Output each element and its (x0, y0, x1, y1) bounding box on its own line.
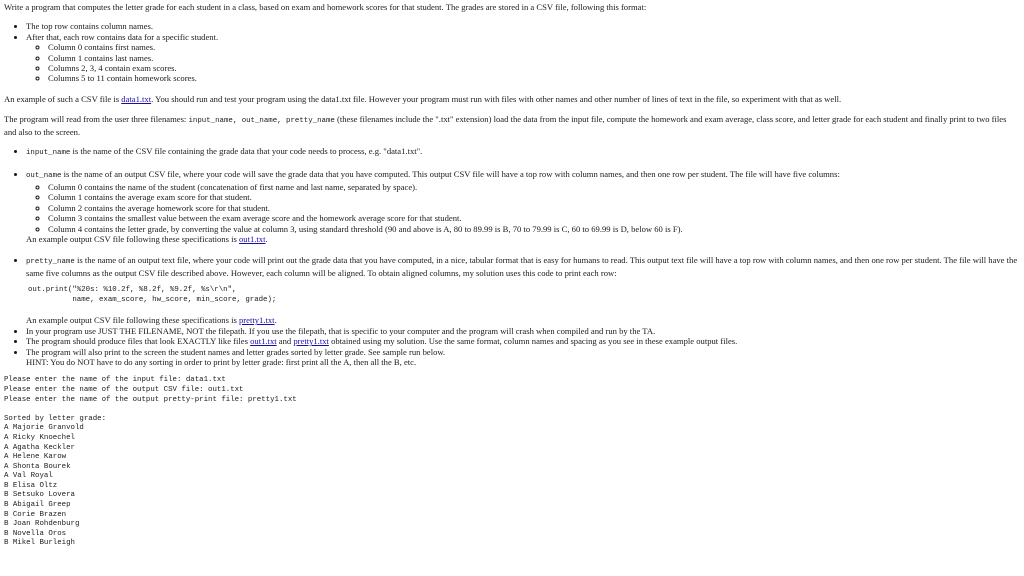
format-sub-list (26, 42, 1020, 84)
out1-link[interactable]: out1.txt (238, 233, 266, 244)
list-item-text: After that, each row contains data for a specific student. (26, 31, 219, 42)
pretty1-link[interactable]: pretty1.txt (238, 315, 275, 326)
assignment-page (0, 2, 1024, 576)
data1-link[interactable]: data1.txt (121, 93, 152, 104)
pretty-example-paragraph: An example output CSV file following these specifications is pretty1.txt. (26, 315, 277, 326)
input-name-code: input_name (26, 149, 71, 158)
list-item: ◦ Columns 5 to 11 contain homework scores. (48, 73, 1020, 83)
list-item: • out_name is the name of an output CSV file, where your code will save the grade data that you have computed. This output CSV file will have a top row with column names, and then one row per student. The file will have five columns: ◦ Column 0 contains the name of the student (concatenation of first name and last name, separated by space). ◦ Column 1 contains the average exam score for that student. ◦ Column 2 contains the average homework score for that student. ◦ Column 3 contains the smallest value between the exam average score and the homework average score for that student. ◦ Column 4 contains the letter grade, by converting the value at column 3, using standard threshold (90 and above is A, 80 to 89.99 is B, 70 to 79.99 is C, 60 to 69.99 is D, below 60 is F). An example output CSV file following these specifications is out1.txt. (26, 169, 1020, 244)
list-item: ◦ Column 3 contains the smallest value between the exam average score and the homework average score for that student. (48, 213, 1020, 223)
list-item: ◦ Columns 2, 3, 4 contain exam scores. (48, 63, 1020, 73)
pretty-name-code: pretty_name (26, 258, 75, 267)
out-name-code: out_name (26, 172, 62, 181)
list-item (26, 32, 1020, 84)
out1-link[interactable]: out1.txt (250, 336, 277, 347)
program-paragraph: The program will read from the user three filenames: input_name, out_name, pretty_name (these filenames include the ".txt" extension) load the data from the input file, compute the homework and exam average, class score, and letter grade for each student and finally print to two files and also to the screen. (4, 114, 1007, 137)
list-item: ◦ Column 2 contains the average homework score for that student. (48, 203, 1020, 213)
list-item: • The program will also print to the screen the student names and letter grades sorted by letter grade. See sample run below. HINT: You do NOT have to do any sorting in order to print by letter grade: first print all the A, then all the B, etc. (26, 347, 1020, 368)
list-item: ◦ Column 0 contains the name of the student (concatenation of first name and last name, separated by space). (48, 182, 1020, 192)
hint-text: HINT: You do NOT have to do any sorting in order to print by letter grade: first print all the A, then all the B, etc. (26, 356, 417, 367)
out-list (4, 169, 1020, 244)
out-example-paragraph: An example output CSV file following these specifications is out1.txt. (26, 233, 268, 244)
list-item: ◦ Column 1 contains last names. (48, 53, 1020, 63)
list-item: • input_name is the name of the CSV file containing the grade data that your code needs to process, e.g. "data1.txt". (26, 146, 1020, 158)
list-item: • pretty_name is the name of an output text file, where your code will print out the grade data that you have computed, in a nice, tabular format that is easy for humans to read. This output text file will have a top row with column names, and then one row per student. The file will have the same five columns as the output CSV file described above. However, each column will be aligned. To obtain aligned columns, my solution uses this code to print each row: out.print("%20s: %10.2f, %8.2f, %9.2f, %s\r\n", name, exam_score, hw_score, min_score, grade); An example output CSV file following these specifications is pretty1.txt. (26, 255, 1020, 325)
example-paragraph: An example of such a CSV file is data1.txt. You should run and test your program using the data1.txt file. However your program must run with files with other names and other number of lines of text in the file, so experiment with that as well. (4, 93, 842, 104)
list-item: • The program should produce files that look EXACTLY like files out1.txt and pretty1.txt obtained using my solution. Use the same format, column names and spacing as you see in these example output files. (26, 336, 1020, 346)
code-block: out.print("%20s: %10.2f, %8.2f, %9.2f, %s\r\n", name, exam_score, hw_score, min_score, grade); (28, 286, 277, 304)
input-list (4, 146, 1020, 158)
list-item: • In your program use JUST THE FILENAME, NOT the filepath. If you use the filepath, that is specific to your computer and the program will crash when compiled and run by the TA. (26, 326, 1020, 336)
filenames-code: input_name, out_name, pretty_name (188, 117, 335, 126)
out-columns-list (26, 182, 1020, 234)
list-item: • The top row contains column names. (26, 21, 1020, 31)
pretty-list (4, 255, 1020, 367)
format-list (4, 21, 1020, 83)
list-item: ◦ Column 0 contains first names. (48, 42, 1020, 52)
pretty1-link[interactable]: pretty1.txt (293, 336, 329, 347)
list-item: ◦ Column 1 contains the average exam score for that student. (48, 192, 1020, 202)
intro-paragraph: Write a program that computes the letter grade for each student in a class, based on exam and homework scores for that student. The grades are stored in a CSV file, following this format: (4, 2, 647, 12)
sample-run: Please enter the name of the input file: data1.txt Please enter the name of the output CSV file: out1.txt Please enter the name of the output pretty-print file: pretty1.txt Sorted by letter grade: A Majorie Granvold A Ricky Knoechel A Agatha Keckler A Helene Karow A Shonta Bourek A Val Royal B Elisa Oltz B Setsuko Lovera B Abigail Greep B Corie Brazen B Joan Rohdenburg B Novella Oros B Mikel Burleigh (4, 376, 297, 548)
list-item: ◦ Column 4 contains the letter grade, by converting the value at column 3, using standard threshold (90 and above is A, 80 to 89.99 is B, 70 to 79.99 is C, 60 to 69.99 is D, below 60 is F). (48, 224, 1020, 234)
